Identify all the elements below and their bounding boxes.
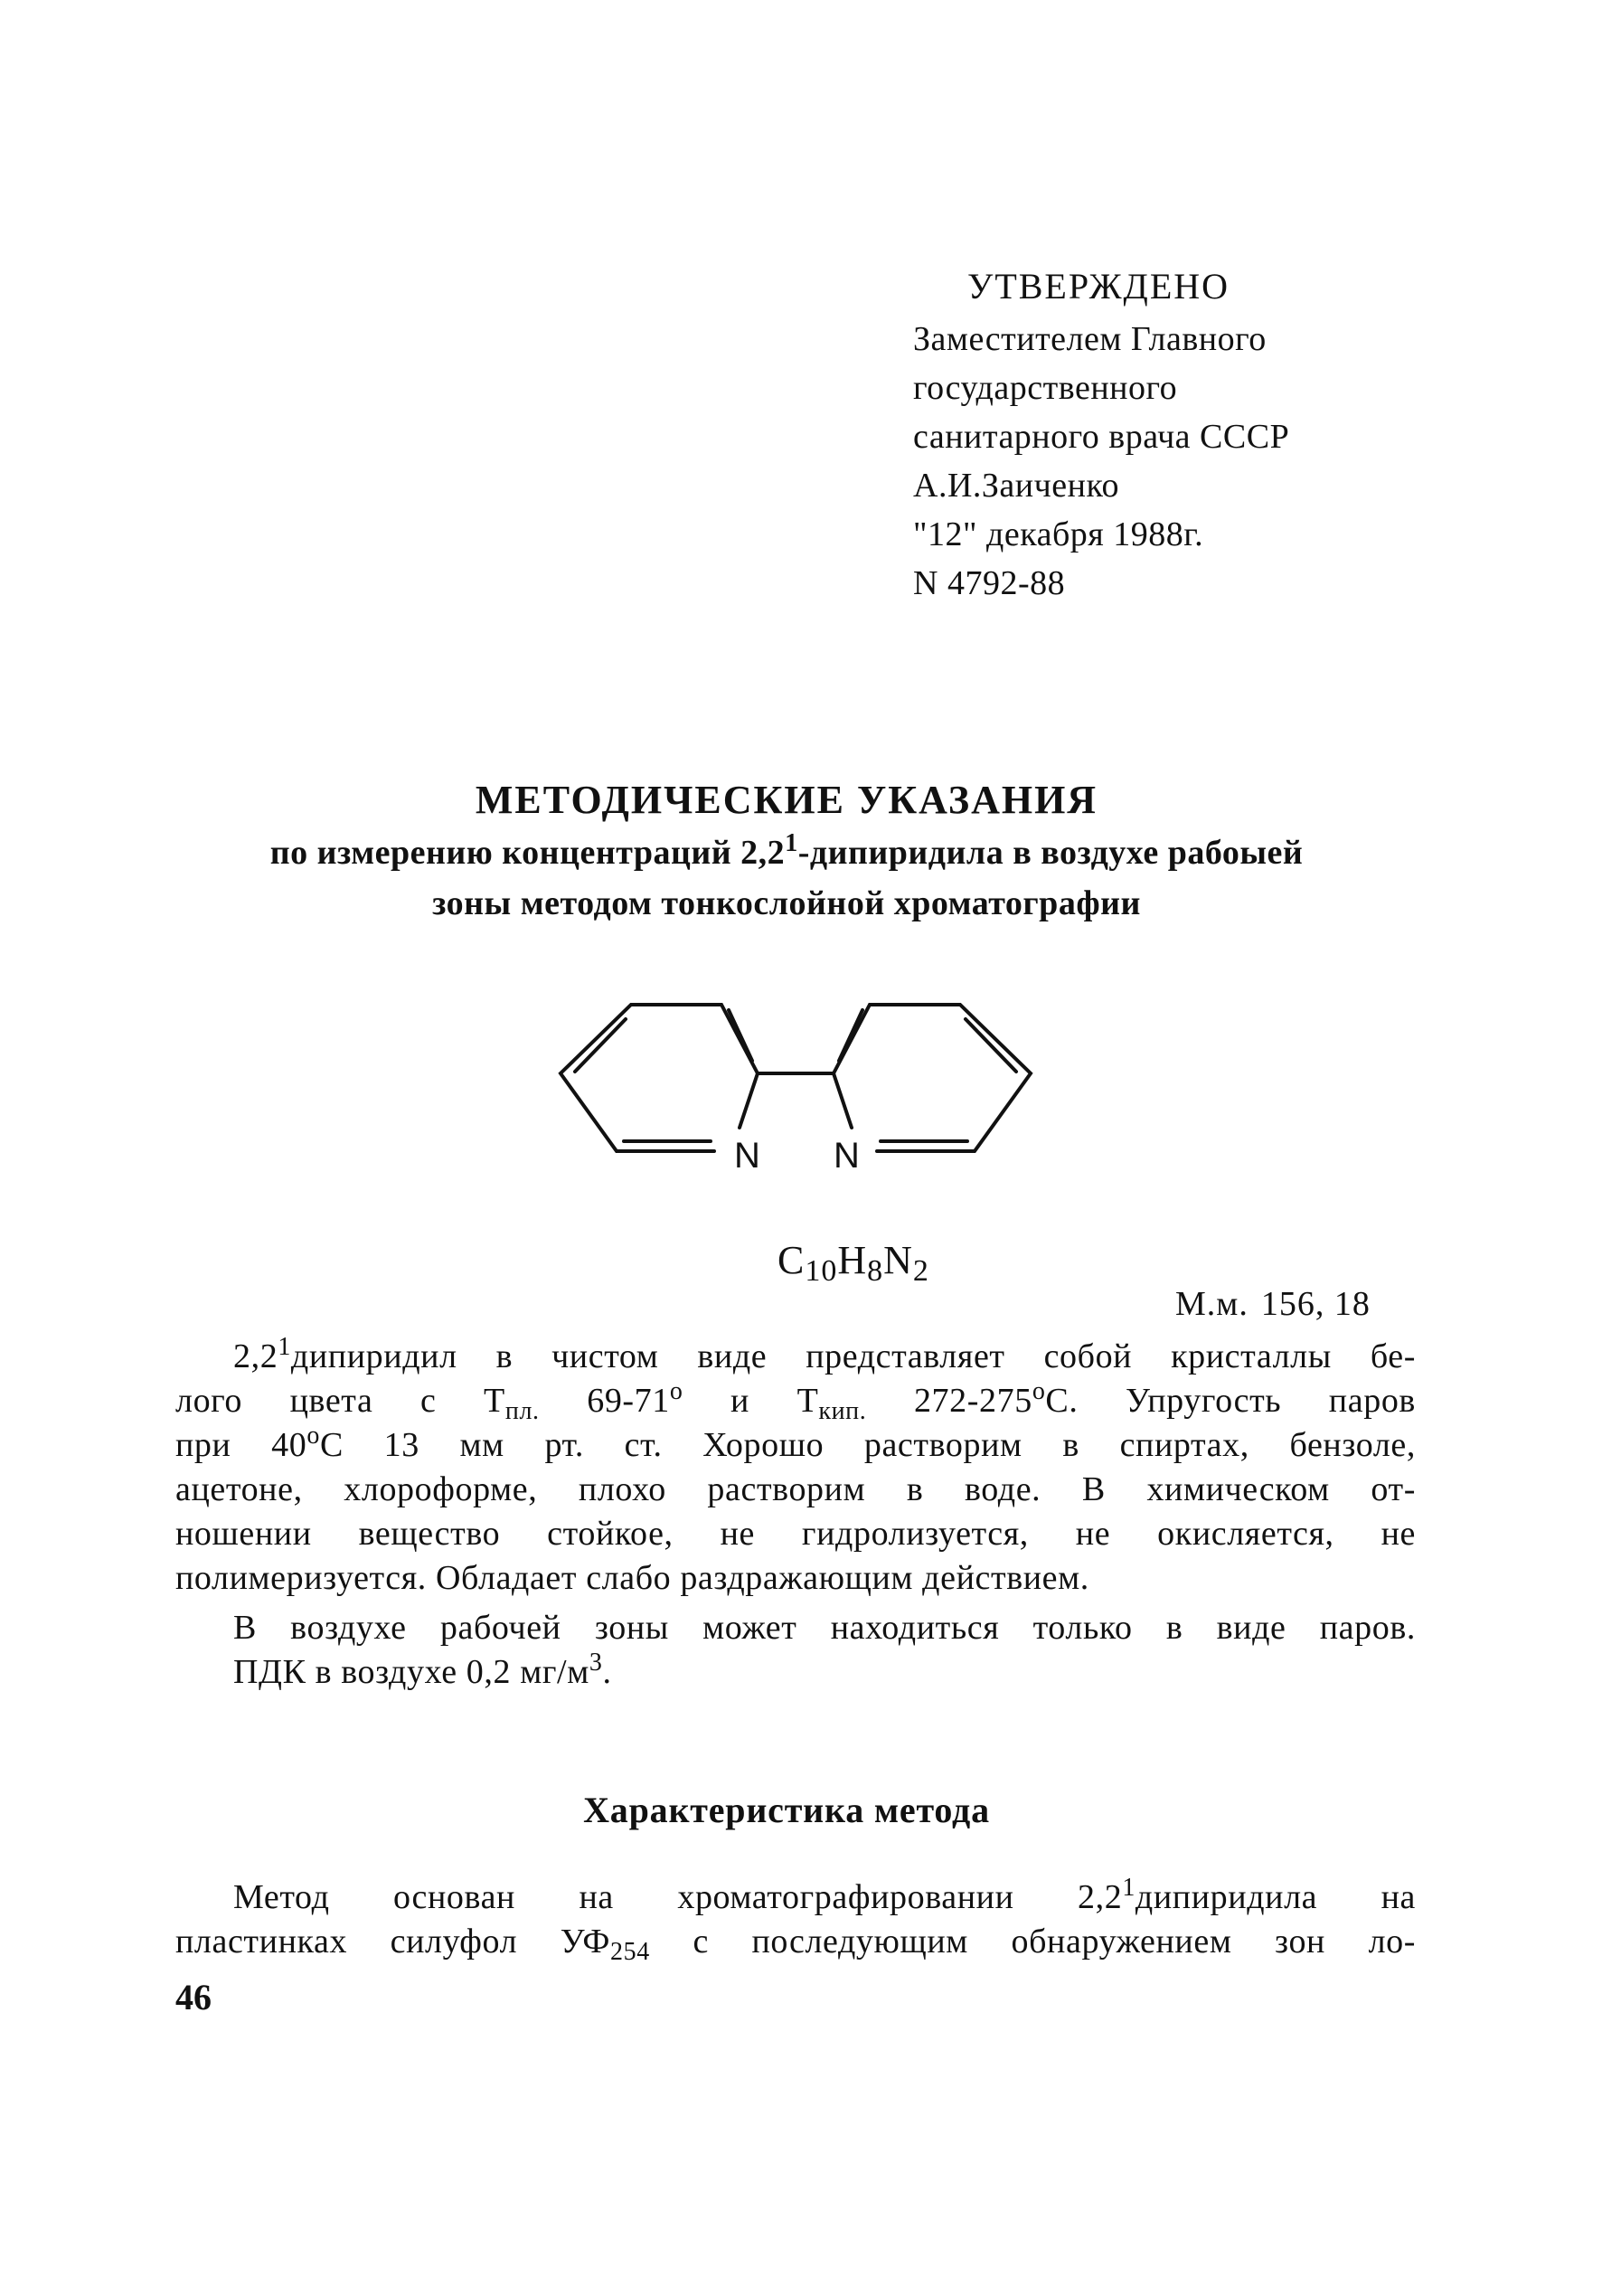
molecular-formula <box>777 1237 929 1288</box>
formula-count: 2 <box>912 1254 929 1288</box>
text-run: и Т <box>683 1382 819 1420</box>
text-run: Метод основан на хроматографировании 2,2 <box>233 1878 1123 1916</box>
mass-label: М.м. <box>1175 1285 1249 1323</box>
title-sub-line-2: зоны методом тонкослойной хроматографии <box>432 884 1141 922</box>
text-line <box>175 1335 1416 1379</box>
paragraph-air-zone <box>175 1606 1416 1695</box>
text-line: ацетоне, хлороформе, плохо растворим в воде. В химическом от- <box>175 1470 1416 1508</box>
formula-count: 8 <box>867 1254 884 1288</box>
subscript: кип. <box>818 1397 867 1425</box>
title-text: -дипиридила в воздухе рабоыей <box>797 834 1304 872</box>
right-ring-double-bond <box>839 1010 862 1061</box>
approval-heading: УТВЕРЖДЕНО <box>967 266 1230 307</box>
text-run: 69-71 <box>539 1382 670 1420</box>
approval-block <box>913 262 1492 608</box>
text-run: лого цвета с Т <box>175 1382 505 1420</box>
section-heading: Характеристика метода <box>583 1790 990 1830</box>
approval-line: государственного <box>913 369 1178 407</box>
superscript: о <box>306 1422 320 1450</box>
left-ring-double-bond <box>575 1019 626 1072</box>
formula-element: C <box>777 1238 806 1282</box>
text-run: при 40 <box>175 1426 307 1464</box>
text-run: . <box>602 1653 612 1691</box>
text-line <box>175 1423 1416 1468</box>
approval-line: Заместителем Главного <box>913 320 1267 358</box>
text-run: с последующим обнаружением зон ло- <box>649 1923 1416 1961</box>
left-ring-bond <box>740 1073 758 1128</box>
text-run: пластинках силуфол УФ <box>175 1923 611 1961</box>
approval-line: А.И.Заиченко <box>913 467 1119 505</box>
text-run: 272-275 <box>866 1382 1032 1420</box>
text-line: полимеризуется. Обладает слабо раздражающим действием. <box>175 1559 1089 1597</box>
text-line: ношении вещество стойкое, не гидролизуется, не окисляется, не <box>175 1515 1416 1553</box>
text-run: дипиридила на <box>1135 1878 1416 1916</box>
formula-count: 10 <box>805 1254 838 1288</box>
paragraph-properties <box>175 1335 1416 1601</box>
text-run: ПДК в воздухе 0,2 мг/м <box>233 1653 589 1691</box>
right-ring-bonds <box>834 1005 1031 1151</box>
document-title <box>136 773 1437 929</box>
title-text: по измерению концентраций 2,2 <box>269 834 786 872</box>
title-sub-line-1 <box>136 827 1437 878</box>
superscript: 1 <box>1122 1874 1136 1902</box>
paragraph-method <box>175 1876 1416 1964</box>
title-superscript: 1 <box>785 829 798 857</box>
superscript: 3 <box>589 1649 603 1677</box>
nitrogen-label-right: N <box>834 1136 860 1176</box>
formula-element: H <box>837 1238 868 1282</box>
text-line <box>175 1876 1416 1920</box>
text-run: С 13 мм рт. ст. Хорошо растворим в спиртах, бензоле, <box>319 1426 1416 1464</box>
text-line: В воздухе рабочей зоны может находиться только в виде паров. <box>233 1609 1416 1647</box>
subscript: 254 <box>610 1938 650 1966</box>
left-ring-double-bond <box>729 1010 752 1061</box>
approval-line: "12" декабря 1988г. <box>913 515 1204 553</box>
approval-line: санитарного врача СССР <box>913 418 1290 456</box>
superscript: 1 <box>278 1333 291 1361</box>
superscript: о <box>1032 1377 1046 1405</box>
formula-element: N <box>883 1238 913 1282</box>
approval-line: N 4792-88 <box>913 564 1066 602</box>
nitrogen-label-left: N <box>734 1136 760 1176</box>
text-line <box>175 1920 1416 1964</box>
text-line <box>175 1650 1416 1695</box>
superscript: о <box>669 1377 683 1405</box>
text-run: дипиридил в чистом виде представляет собой кристаллы бе- <box>290 1337 1416 1375</box>
subscript: пл. <box>504 1397 540 1425</box>
text-run: С. Упругость паров <box>1045 1382 1416 1420</box>
right-ring-double-bond <box>966 1019 1016 1072</box>
title-main: МЕТОДИЧЕСКИЕ УКАЗАНИЯ <box>475 778 1098 822</box>
mass-value: 156, 18 <box>1260 1285 1371 1323</box>
left-ring-bonds <box>561 1005 758 1151</box>
text-line <box>175 1379 1416 1423</box>
right-ring-bond <box>834 1073 852 1128</box>
molecular-mass <box>1175 1284 1371 1324</box>
bipyridine-structure <box>542 972 1049 1189</box>
text-run: 2,2 <box>233 1337 278 1375</box>
page-number: 46 <box>175 1977 212 2017</box>
